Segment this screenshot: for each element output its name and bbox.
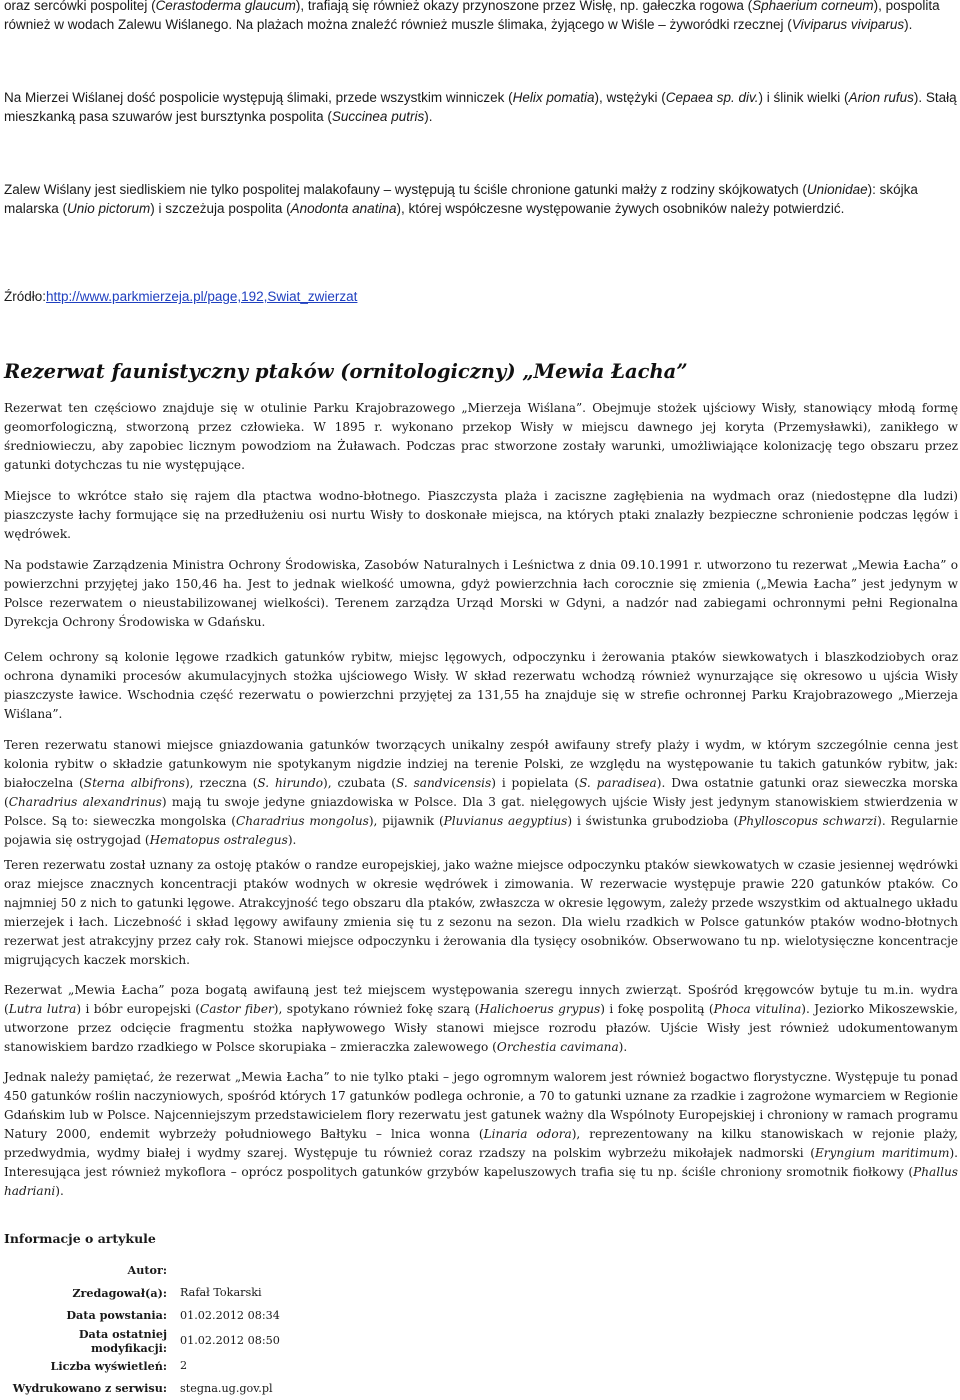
- latin-name: Sterna albifrons: [83, 776, 185, 790]
- intro-paragraph-1: oraz sercówki pospolitej (Cerastoderma glaucum), trafiają się również okazy przynoszone przez Wisłę, np. gałeczka rogowa (Sphaerium corneum), pospolita również w wodach Zalewu Wiślanego. Na plażach można znaleźć również muszle ślimaka, żyjącego w Wiśle – żyworódki rzecznej (Viviparus viviparus).: [4, 0, 940, 32]
- latin-name: Phoca vitulina: [713, 1002, 802, 1016]
- article-info-row: [4, 1355, 280, 1378]
- body-paragraph-wrap-8: [4, 1068, 958, 1201]
- article-info-key: Autor:: [127, 1263, 167, 1278]
- section-title: Rezerwat faunistyczny ptaków (ornitologiczny) „Mewia Łacha”: [4, 360, 688, 383]
- latin-name: Unio pictorum: [67, 201, 151, 216]
- article-info-section: [4, 1231, 958, 1246]
- latin-name: Pluvianus aegyptius: [443, 814, 568, 828]
- intro-section-2: [4, 88, 958, 126]
- article-info-value: Rafał Tokarski: [180, 1286, 262, 1300]
- latin-name: Phallus hadriani: [4, 1165, 958, 1198]
- latin-name: Helix pomatia: [512, 90, 595, 105]
- article-info-row: [4, 1304, 280, 1327]
- section-heading-wrap: [4, 360, 958, 384]
- latin-name: Viviparus viviparus: [791, 17, 905, 32]
- intro-section-3: [4, 180, 958, 218]
- latin-name: Hematopus ostralegus: [149, 833, 288, 847]
- latin-name: Charadrius alexandrinus: [8, 795, 162, 809]
- article-info-table: [4, 1259, 280, 1400]
- latin-name: Eryngium maritimum: [814, 1146, 950, 1160]
- source-label: Źródło:: [4, 289, 47, 304]
- intro-paragraph-3: Zalew Wiślany jest siedliskiem nie tylko pospolitej malakofauny – występują tu ściśle chronione gatunki małży z rodziny skójkowatych (Unionidae): skójka malarska (Unio pictorum) i szczeżuja pospolita (Anodonta anatina), której współczesne występowanie żywych osobników należy potwierdzić.: [4, 182, 918, 216]
- article-info-value: stegna.ug.gov.pl: [180, 1381, 273, 1395]
- latin-name: Anodonta anatina: [290, 201, 397, 216]
- latin-name: Halichoerus grypus: [479, 1002, 601, 1016]
- body-paragraph-6: Teren rezerwatu został uznany za ostoję ptaków o randze europejskiej, jako ważne miejsce odpoczynku ptaków siewkowatych w czasie jesiennej wędrówki oraz miejsce znacznych koncentracji ptaków wodnych w okresie wędrówek i zimowania. W rezerwacie występuje prawie 220 gatunków ptaków. Co najmniej 50 z nich to gatunki lęgowe. Atrakcyjność tego obszaru dla ptaków, zwłaszcza w okresie lęgowym, zależy przede wszystkim od aktualnego układu mierzejek i łach. Liczebność i skład lęgowy awifauny zmienia się tu z sezonu na sezon. Dla wielu rzadkich w Polsce gatunków ptaków wodno-błotnych rezerwat jest atrakcyjny przez cały rok. Stanowi miejsce odpoczynku i żerowania dla tysięcy osobników. Obserwowano tu np. wielotysięczne koncentracje migrujących kaczek morskich.: [4, 858, 958, 967]
- article-info-key: Liczba wyświetleń:: [50, 1358, 167, 1373]
- article-info-key: Data powstania:: [66, 1308, 167, 1323]
- article-info-key: Zredagował(a):: [72, 1285, 167, 1300]
- latin-name: Unionidae: [806, 182, 868, 197]
- source-link[interactable]: http://www.parkmierzeja.pl/page,192,Swiat_zwierzat: [46, 289, 358, 304]
- latin-name: Arion rufus: [848, 90, 914, 105]
- body-paragraph-wrap-4: [4, 648, 958, 724]
- article-info-value: 01.02.2012 08:50: [180, 1334, 280, 1347]
- article-info-key: Data ostatniej modyfikacji:: [78, 1326, 167, 1355]
- article-info-value: 01.02.2012 08:34: [180, 1308, 280, 1322]
- article-info-row: [4, 1327, 280, 1355]
- latin-name: S. hirundo: [257, 776, 324, 790]
- intro-section: [4, 0, 958, 34]
- body-paragraph-wrap-7: [4, 981, 958, 1057]
- latin-name: Phylloscopus schwarzi: [738, 814, 878, 828]
- intro-paragraph-2: Na Mierzei Wiślanej dość pospolicie występują ślimaki, przede wszystkim winniczek (Helix pomatia), wstężyki (Cepaea sp. div.) i ślinik wielki (Arion rufus). Stałą mieszkanką pasa szuwarów jest bursztynka pospolita (Succinea putris).: [4, 90, 957, 124]
- body-paragraph-wrap-1: [4, 399, 958, 475]
- body-paragraph-8: Jednak należy pamiętać, że rezerwat „Mewia Łacha” to nie tylko ptaki – jego ogromnym walorem jest również bogactwo florystyczne. Występuje tu ponad 450 gatunków roślin naczyniowych, spośród których 17 gatunków podlega ochronie, a 70 to gatunki uznane za rzadkie i zagrożone wymarciem w Regionie Gdańskim lub w Polsce. Najcenniejszym przedstawicielem flory rezerwatu jest gatunek ważny dla Wspólnoty Europejskiej i chroniony w ramach programu Natury 2000, endemit wybrzeży południowego Bałtyku – lnica wonna (Linaria odora), reprezentowany na kilku stanowiskach w rejonie plaży, przedwydmia, wydmy białej i wydmy szarej. Występuje tu również coraz rzadszy na polskim wybrzeżu mikołajek nadmorski (Eryngium maritimum). Interesująca jest również mykoflora – oprócz pospolitych gatunków grzybów kapeluszowych trafia się tu np. ściśle chroniony sromotnik fiołkowy (Phallus hadriani).: [4, 1070, 958, 1198]
- latin-name: Linaria odora: [483, 1127, 572, 1141]
- latin-name: Sphaerium corneum: [752, 0, 874, 13]
- article-info-value: [180, 1259, 280, 1282]
- latin-name: S. paradisea: [579, 776, 657, 790]
- body-paragraph-wrap-6: [4, 856, 958, 970]
- article-info-title: Informacje o artykule: [4, 1231, 156, 1246]
- body-paragraph-wrap-3: [4, 556, 958, 632]
- article-info-table-wrap: [4, 1259, 958, 1400]
- article-info-value: 2: [180, 1359, 188, 1373]
- latin-name: Orchestia cavimana: [496, 1040, 619, 1054]
- latin-name: Succinea putris: [331, 109, 425, 124]
- source-line: [4, 287, 958, 306]
- article-info-key: Wydrukowano z serwisu:: [12, 1381, 167, 1396]
- latin-name: Castor fiber: [200, 1002, 274, 1016]
- article-info-row: [4, 1282, 280, 1305]
- latin-name: Cerastoderma glaucum: [155, 0, 296, 13]
- body-paragraph-7: Rezerwat „Mewia Łacha” poza bogatą awifauną jest też miejscem występowania szeregu innych zwierząt. Spośród kręgowców bytuje tu m.in. wydra (Lutra lutra) i bóbr europejski (Castor fiber), spotykano również fokę szarą (Halichoerus grypus) i fokę pospolitą (Phoca vitulina). Jeziorko Mikoszewskie, utworzone przez odcięcie fragmentu stożka napływowego Wisły stanowi miejsce rozrodu płazów. Ujście Wisły jest również udokumentowanym stanowiskiem bardzo rzadkiego w Polsce skorupiaka – zmieraczka zalewowego (Orchestia cavimana).: [4, 983, 958, 1054]
- latin-name: Charadrius mongolus: [235, 814, 369, 828]
- body-paragraph-3: Na podstawie Zarządzenia Ministra Ochrony Środowiska, Zasobów Naturalnych i Leśnictwa z dnia 09.10.1991 r. utworzono tu rezerwat „Mewia Łacha” o powierzchni przyjętej jako 150,46 ha. Jest to jednak wielkość umowna, gdyż powierzchnia łach corocznie się zmienia („Mewia Łacha” jest jedynym w Polsce rezerwatem o nieustabilizowanej wielkości). Terenem zarządza Urząd Morski w Gdyni, a nadzór nad zabiegami ochronnymi pełni Regionalna Dyrekcja Ochrony Środowiska w Gdańsku.: [4, 558, 958, 629]
- latin-name: Cepaea sp. div.: [665, 90, 759, 105]
- body-paragraph-2: Miejsce to wkrótce stało się rajem dla ptactwa wodno-błotnego. Piaszczysta plaża i zaciszne zagłębienia na wydmach oraz (niedostępne dla ludzi) piaszczyste łachy formujące się na przedłużeniu osi nurtu Wisły to doskonałe miejsca, na których ptaki znalazły bezpieczne schronienie podczas lęgów i wędrówek.: [4, 489, 958, 541]
- body-paragraph-wrap-2: [4, 487, 958, 544]
- latin-name: S. sandvicensis: [396, 776, 492, 790]
- body-paragraph-wrap-5: [4, 736, 958, 850]
- body-paragraph-1: Rezerwat ten częściowo znajduje się w otulinie Parku Krajobrazowego „Mierzeja Wiślana”. Obejmuje stożek ujściowy Wisły, stanowiący młodą formę geomorfologiczną, stworzoną przez człowieka. W 1895 r. wykonano przekop Wisły w miejscu dawnego jej koryta (Przemysławki), zanikłego w średniowieczu, aby zapobiec licznym powodziom na Żuławach. Podczas prac stworzone zostały warunki, umożliwiające kolonizację tego obszaru przez gatunki dotychczas tu nie występujące.: [4, 401, 958, 472]
- body-paragraph-5: Teren rezerwatu stanowi miejsce gniazdowania gatunków tworzących unikalny zespół awifauny strefy plaży i wydm, w którym szczególnie cenna jest kolonia rybitw o składzie gatunkowym nie spotykanym nigdzie indziej na terenie Polski, ze względu na występowanie tu takich gatunków rybitw, jak: białoczelna (Sterna albifrons), rzeczna (S. hirundo), czubata (S. sandvicensis) i popielata (S. paradisea). Dwa ostatnie gatunki oraz sieweczka morska (Charadrius alexandrinus) mają tu swoje jedyne gniazdowiska w Polsce. Dla 3 gat. nielęgowych ujście Wisły jest jedynym stanowiskiem stwierdzenia w Polsce. Są to: sieweczka mongolska (Charadrius mongolus), pijawnik (Pluvianus aegyptius) i świstunka grubodzioba (Phylloscopus schwarzi). Regularnie pojawia się ostrygojad (Hematopus ostralegus).: [4, 738, 958, 847]
- latin-name: Lutra lutra: [8, 1002, 77, 1016]
- body-paragraph-4: Celem ochrony są kolonie lęgowe rzadkich gatunków rybitw, miejsc lęgowych, odpoczynku i żerowania ptaków siewkowatych i blaszkodziobych oraz ochrona dynamiki procesów akumulacyjnych stożka ujściowego Wisły. W skład rezerwatu wchodzą również wynurzające się okresowo u ujścia Wisły piaszczyste ławice. Wschodnia część rezerwatu o powierzchni przyjętej za 131,55 ha znajduje się w strefie ochronnej Parku Krajobrazowego „Mierzeja Wiślana”.: [4, 650, 958, 721]
- article-info-row: [4, 1259, 280, 1282]
- article-info-row: [4, 1377, 280, 1400]
